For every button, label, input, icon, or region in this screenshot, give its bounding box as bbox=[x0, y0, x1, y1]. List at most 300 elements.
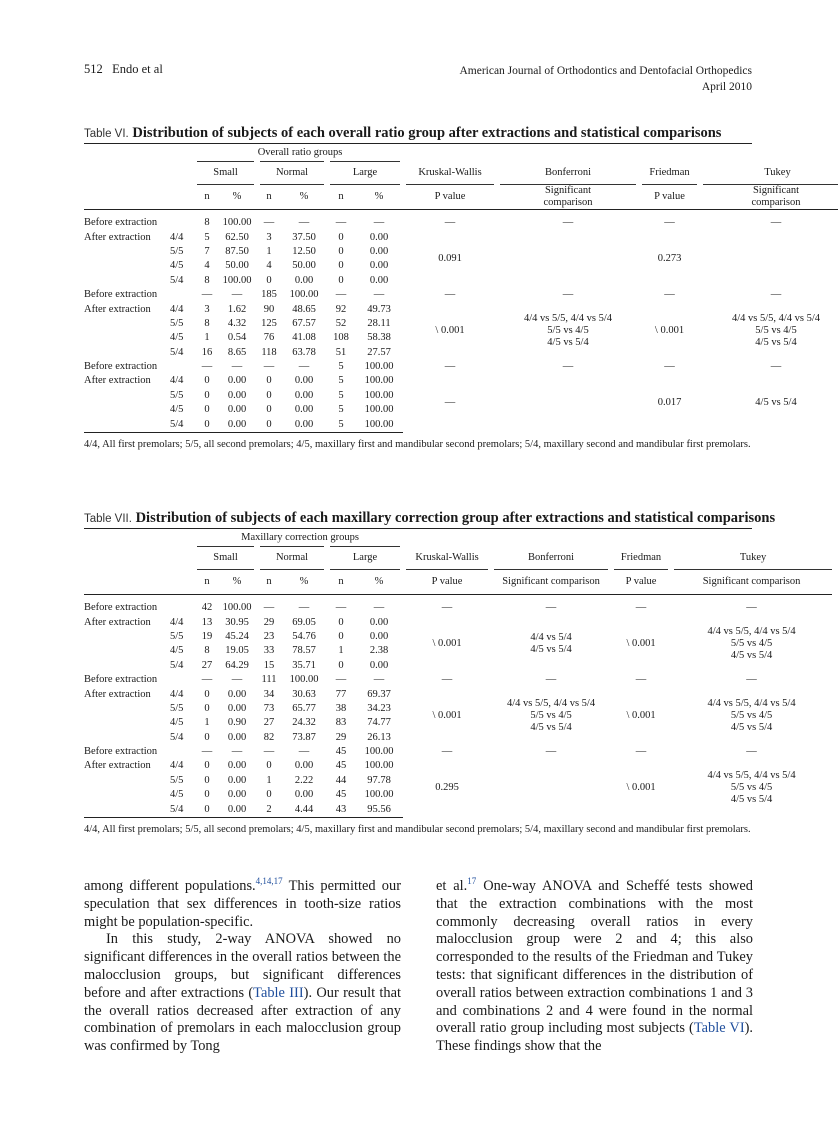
value-cell: 19 bbox=[201, 630, 213, 642]
column-header: n bbox=[197, 185, 217, 210]
value-cell: 73.87 bbox=[292, 731, 316, 743]
value-cell: 5 bbox=[338, 361, 344, 373]
group-header: Overall ratio groups bbox=[197, 144, 403, 162]
test-cell: — bbox=[770, 217, 782, 229]
value-cell: 0 bbox=[204, 389, 210, 401]
combination-code: 4/4 bbox=[170, 688, 184, 700]
comparison-line: 4/5 vs 5/4 bbox=[730, 650, 773, 662]
value-cell: — bbox=[263, 361, 275, 373]
value-cell: 50.00 bbox=[225, 260, 249, 272]
test-cell: — bbox=[664, 289, 675, 301]
text-run: ). Our result that the overall ratios decreased after extraction of any combination of premolars in each malocclusion group was confirmed by Tong bbox=[84, 984, 401, 1055]
header-row bbox=[84, 185, 838, 210]
table-vi-caption bbox=[84, 125, 752, 144]
combination-code: 5/4 bbox=[170, 802, 197, 817]
value-cell: 100.00 bbox=[364, 789, 394, 801]
column-header: Significant comparison bbox=[671, 570, 832, 595]
value-cell: 63.78 bbox=[292, 346, 316, 358]
value-cell: 3 bbox=[204, 303, 210, 315]
value-cell: 41.08 bbox=[292, 332, 316, 344]
column-header bbox=[497, 185, 639, 210]
combination-code: 5/4 bbox=[170, 346, 184, 358]
combination-code: 5/5 bbox=[170, 389, 184, 401]
value-cell: 1 bbox=[266, 774, 272, 786]
row-label: After extraction bbox=[84, 688, 151, 700]
value-cell: — bbox=[263, 746, 275, 758]
value-cell: 16 bbox=[201, 346, 213, 358]
table-iii-link[interactable]: Table III bbox=[253, 984, 304, 1001]
table-cell bbox=[84, 144, 197, 162]
value-cell: 0 bbox=[204, 760, 210, 772]
row-label: Before extraction bbox=[84, 674, 158, 686]
value-cell: 5 bbox=[338, 404, 344, 416]
value-cell: — bbox=[373, 289, 385, 301]
column-header: % bbox=[281, 570, 327, 595]
value-cell: 0 bbox=[266, 274, 272, 286]
value-cell: 1 bbox=[204, 717, 210, 729]
test-cell: — bbox=[664, 217, 675, 229]
value-cell: 44 bbox=[335, 774, 347, 786]
value-cell: — bbox=[335, 674, 347, 686]
test-name: Friedman bbox=[639, 162, 700, 185]
combination-code: 5/5 bbox=[170, 245, 184, 257]
value-cell: 5 bbox=[204, 231, 210, 243]
value-cell: 30.95 bbox=[225, 616, 249, 628]
test-cell: — bbox=[545, 602, 557, 614]
combination-code: 5/4 bbox=[170, 659, 184, 671]
value-cell: 13 bbox=[201, 616, 213, 628]
value-cell: — bbox=[298, 602, 310, 614]
comparison-line: 4/5 vs 5/4 bbox=[730, 722, 773, 734]
value-cell: 26.13 bbox=[367, 731, 391, 743]
comparison-line: 4/4 vs 5/5, 4/4 vs 5/4 bbox=[523, 313, 613, 325]
row-label bbox=[84, 245, 170, 259]
comparison-line: 4/4 vs 5/5, 4/4 vs 5/4 bbox=[507, 698, 596, 710]
value-cell: 100.00 bbox=[364, 361, 394, 373]
value-cell: 95.56 bbox=[355, 802, 403, 817]
value-cell: 0 bbox=[197, 802, 217, 817]
value-cell: 4 bbox=[266, 260, 272, 272]
comparison-line: 4/5 vs 5/4 bbox=[730, 794, 773, 806]
table-vii bbox=[84, 510, 801, 837]
value-cell: 125 bbox=[261, 317, 277, 329]
running-author: Endo et al bbox=[112, 62, 163, 76]
group-name: Large bbox=[327, 547, 403, 570]
table-cell bbox=[84, 162, 197, 185]
value-cell: 0 bbox=[257, 417, 281, 432]
header-row bbox=[84, 547, 832, 570]
tukey-comparison bbox=[700, 374, 838, 432]
value-cell: — bbox=[263, 602, 275, 614]
value-cell: 67.57 bbox=[292, 317, 316, 329]
table-vii-caption bbox=[84, 510, 776, 529]
value-cell: 0 bbox=[338, 616, 344, 628]
combination-code: 4/4 bbox=[170, 616, 184, 628]
combination-code: 4/5 bbox=[170, 645, 184, 657]
value-cell: 76 bbox=[263, 332, 275, 344]
paragraph bbox=[436, 878, 753, 1056]
value-cell: 4.44 bbox=[281, 802, 327, 817]
value-cell: 23 bbox=[263, 630, 275, 642]
test-name: Tukey bbox=[671, 547, 832, 570]
table-vi-footnote: 4/4, All first premolars; 5/5, all second premolars; 4/5, maxillary first and mandibular second premolars; 5/4, maxillary second and mandibular first premolars. bbox=[84, 438, 751, 450]
value-cell: 0.00 bbox=[227, 702, 247, 714]
paragraph bbox=[84, 931, 401, 1056]
value-cell: — bbox=[231, 674, 243, 686]
column-header-line: comparison bbox=[751, 197, 801, 208]
comparison-line: 4/4 vs 5/5, 4/4 vs 5/4 bbox=[731, 313, 821, 325]
value-cell: 30.63 bbox=[292, 688, 316, 700]
value-cell: 69.05 bbox=[292, 616, 316, 628]
value-cell: 0 bbox=[266, 375, 272, 387]
value-cell: 0.00 bbox=[369, 274, 389, 286]
test-name: Kruskal-Wallis bbox=[403, 547, 491, 570]
combination-code: 4/5 bbox=[170, 789, 184, 801]
value-cell: 0 bbox=[338, 231, 344, 243]
column-header: n bbox=[197, 570, 217, 595]
after-row bbox=[84, 759, 832, 773]
row-label bbox=[84, 630, 170, 644]
comparison-line: 4/4 vs 5/5, 4/4 vs 5/4 bbox=[707, 770, 796, 782]
value-cell: 2.38 bbox=[369, 645, 389, 657]
test-cell: — bbox=[545, 746, 557, 758]
comparison-line: 4/4 vs 5/5, 4/4 vs 5/4 bbox=[707, 698, 796, 710]
test-cell: — bbox=[770, 361, 782, 373]
row-label: Before extraction bbox=[84, 289, 158, 301]
before-row bbox=[84, 601, 832, 615]
test-cell: — bbox=[562, 289, 574, 301]
row-label bbox=[84, 788, 170, 802]
combination-code: 4/4 bbox=[170, 231, 184, 243]
value-cell: — bbox=[201, 674, 213, 686]
row-label bbox=[84, 274, 170, 288]
column-header: % bbox=[217, 570, 257, 595]
value-cell: 100.00 bbox=[222, 274, 252, 286]
value-cell: 38 bbox=[335, 702, 347, 714]
value-cell: 28.11 bbox=[367, 317, 391, 329]
value-cell: 0 bbox=[338, 260, 344, 272]
value-cell: — bbox=[335, 289, 347, 301]
column-header: P value bbox=[403, 570, 491, 595]
column-header: Significant comparison bbox=[491, 570, 611, 595]
value-cell: 1 bbox=[338, 645, 344, 657]
value-cell: 29 bbox=[335, 731, 347, 743]
value-cell: 0.00 bbox=[227, 760, 247, 772]
kruskal-wallis-p: \ 0.001 bbox=[432, 710, 462, 722]
value-cell: 45 bbox=[335, 746, 347, 758]
group-name: Large bbox=[327, 162, 403, 185]
comparison-line: 4/4 vs 5/5, 4/4 vs 5/4 bbox=[707, 626, 796, 638]
text-run: ). These findings show that the bbox=[436, 1020, 754, 1055]
test-cell: — bbox=[746, 602, 757, 614]
value-cell: — bbox=[335, 602, 347, 614]
row-label: Before extraction bbox=[84, 746, 158, 758]
table-vii-label: Table VII. bbox=[84, 513, 132, 525]
test-cell: — bbox=[562, 217, 574, 229]
table-vi-label: Table VI. bbox=[84, 128, 129, 140]
value-cell: 49.73 bbox=[367, 303, 391, 315]
row-label: After extraction bbox=[84, 616, 151, 628]
bonferroni-comparison bbox=[497, 374, 639, 432]
row-label: After extraction bbox=[84, 375, 151, 387]
value-cell: 35.71 bbox=[292, 659, 316, 671]
comparison-line: 4/5 vs 5/4 bbox=[530, 644, 572, 656]
value-cell: 0.00 bbox=[294, 404, 314, 416]
table-vi-grid bbox=[84, 144, 838, 433]
value-cell: 45.24 bbox=[225, 630, 249, 642]
value-cell: — bbox=[298, 217, 310, 229]
column-header: % bbox=[355, 185, 403, 210]
value-cell: 0.00 bbox=[369, 231, 389, 243]
after-row bbox=[84, 687, 832, 701]
text-run: In this study, 2-way ANOVA showed no significant differences in the overall ratios between the malocclusion groups, but significant differences before and after extractions ( bbox=[84, 931, 401, 1001]
row-label bbox=[84, 389, 170, 403]
value-cell: 45 bbox=[335, 789, 347, 801]
value-cell: 0.00 bbox=[217, 802, 257, 817]
value-cell: 0 bbox=[204, 375, 210, 387]
friedman-p: \ 0.001 bbox=[654, 325, 685, 337]
value-cell: 0.00 bbox=[281, 417, 327, 432]
value-cell: 51 bbox=[335, 346, 347, 358]
value-cell: 58.38 bbox=[367, 332, 391, 344]
test-cell: — bbox=[770, 289, 782, 301]
value-cell: 0 bbox=[266, 404, 272, 416]
row-label: Before extraction bbox=[84, 361, 158, 373]
text-run: One-way ANOVA and Scheffé tests showed that the extraction combinations with the most commonly decreasing overall ratios in every malocclusion group were 2 and 4; this also corresponded to the results of the Friedman and Tukey tests: that significant differences in the distribution of overall ratios between extraction combinations 1 and 3 and combinations 2 and 4 were found in the normal overall ratio group including most subjects ( bbox=[436, 878, 754, 1037]
column-header: % bbox=[355, 570, 403, 595]
comparison-line: 4/5 vs 5/4 bbox=[530, 722, 572, 734]
column-header-line: comparison bbox=[543, 197, 593, 208]
combination-code: 4/5 bbox=[170, 404, 184, 416]
after-row bbox=[84, 615, 832, 629]
bonferroni-comparison bbox=[497, 230, 639, 288]
value-cell: 69.37 bbox=[367, 688, 391, 700]
row-label bbox=[84, 774, 170, 788]
column-header: n bbox=[257, 185, 281, 210]
page-header-right bbox=[459, 63, 752, 95]
value-cell: 0 bbox=[204, 731, 210, 743]
value-cell: 0 bbox=[204, 789, 210, 801]
friedman-p: \ 0.001 bbox=[626, 782, 656, 794]
group-name: Normal bbox=[257, 547, 327, 570]
table-cell bbox=[403, 144, 838, 162]
citation[interactable]: 4,14,17 bbox=[255, 876, 283, 887]
value-cell: 8 bbox=[204, 274, 210, 286]
row-label: After extraction bbox=[84, 231, 151, 243]
value-cell: 0.00 bbox=[227, 789, 247, 801]
value-cell: 15 bbox=[263, 659, 275, 671]
bonferroni-comparison bbox=[497, 302, 639, 360]
friedman-p: 0.273 bbox=[657, 253, 682, 265]
value-cell: 0 bbox=[204, 774, 210, 786]
test-cell: — bbox=[444, 289, 456, 301]
table-vii-grid bbox=[84, 529, 832, 818]
combination-code: 4/4 bbox=[170, 375, 184, 387]
value-cell: 83 bbox=[335, 717, 347, 729]
combination-code: 5/4 bbox=[170, 417, 197, 432]
tukey-comparison bbox=[700, 302, 838, 360]
page-header-left bbox=[84, 62, 163, 77]
row-label bbox=[84, 346, 170, 360]
value-cell: 4 bbox=[204, 260, 210, 272]
combination-code: 5/5 bbox=[170, 702, 184, 714]
test-cell: — bbox=[441, 746, 453, 758]
bonferroni-comparison bbox=[491, 687, 611, 745]
value-cell: 0.00 bbox=[294, 789, 314, 801]
combination-code: 5/4 bbox=[170, 731, 184, 743]
value-cell: 24.32 bbox=[292, 717, 316, 729]
value-cell: 19.05 bbox=[225, 645, 249, 657]
comparison-line: 4/5 vs 5/4 bbox=[755, 337, 797, 349]
row-label bbox=[84, 802, 170, 817]
value-cell: 65.77 bbox=[292, 702, 316, 714]
value-cell: 0.00 bbox=[294, 389, 314, 401]
combination-code: 4/4 bbox=[170, 760, 184, 772]
test-cell: — bbox=[664, 361, 675, 373]
kruskal-wallis-p: 0.091 bbox=[438, 253, 462, 265]
value-cell: 54.76 bbox=[292, 630, 316, 642]
header-row bbox=[84, 144, 838, 162]
value-cell: 5 bbox=[338, 375, 344, 387]
value-cell: — bbox=[298, 746, 310, 758]
value-cell: 0.00 bbox=[227, 731, 247, 743]
value-cell: 111 bbox=[261, 674, 277, 686]
value-cell: 0.54 bbox=[227, 332, 247, 344]
before-row bbox=[84, 745, 832, 759]
value-cell: 3 bbox=[266, 231, 272, 243]
table-vi-link[interactable]: Table VI bbox=[693, 1020, 745, 1037]
value-cell: 0 bbox=[338, 630, 344, 642]
value-cell: 100.00 bbox=[289, 674, 319, 686]
value-cell: 0 bbox=[266, 760, 272, 772]
value-cell: 0.00 bbox=[369, 659, 389, 671]
test-cell: — bbox=[635, 674, 647, 686]
value-cell: 78.57 bbox=[292, 645, 316, 657]
test-cell: — bbox=[441, 602, 453, 614]
row-label: After extraction bbox=[84, 303, 151, 315]
table-cell bbox=[403, 529, 832, 547]
value-cell: 87.50 bbox=[225, 245, 249, 257]
value-cell: — bbox=[373, 602, 385, 614]
citation[interactable]: 17 bbox=[467, 876, 477, 887]
test-name: Bonferroni bbox=[497, 162, 639, 185]
tukey-comparison bbox=[671, 615, 832, 673]
value-cell: 74.77 bbox=[367, 717, 391, 729]
test-name: Kruskal-Wallis bbox=[403, 162, 497, 185]
column-header: P value bbox=[611, 570, 671, 595]
test-cell: — bbox=[635, 602, 647, 614]
value-cell: 34.23 bbox=[367, 702, 391, 714]
before-row bbox=[84, 288, 838, 302]
value-cell: 90 bbox=[263, 303, 275, 315]
value-cell: — bbox=[201, 746, 213, 758]
journal-name: American Journal of Orthodontics and Dentofacial Orthopedics bbox=[459, 65, 752, 77]
value-cell: 73 bbox=[263, 702, 275, 714]
kruskal-wallis-p: — bbox=[444, 397, 456, 409]
value-cell: 45 bbox=[335, 760, 347, 772]
column-header-line: Significant bbox=[544, 185, 592, 196]
value-cell: — bbox=[335, 217, 347, 229]
bonferroni-comparison bbox=[491, 615, 611, 673]
row-label bbox=[84, 403, 170, 417]
value-cell: 2 bbox=[257, 802, 281, 817]
value-cell: 100.00 bbox=[355, 417, 403, 432]
value-cell: 0 bbox=[266, 789, 272, 801]
value-cell: 1 bbox=[204, 332, 210, 344]
kruskal-wallis-p: \ 0.001 bbox=[432, 638, 462, 650]
tukey-comparison bbox=[671, 759, 832, 817]
value-cell: 0 bbox=[204, 404, 210, 416]
value-cell: 0.00 bbox=[369, 245, 389, 257]
group-header: Maxillary correction groups bbox=[197, 529, 403, 547]
body-column-left bbox=[84, 878, 401, 1056]
before-row bbox=[84, 673, 832, 687]
test-cell: — bbox=[441, 674, 453, 686]
value-cell: 33 bbox=[263, 645, 275, 657]
combination-code: 4/5 bbox=[170, 717, 184, 729]
value-cell: — bbox=[263, 217, 275, 229]
test-cell: — bbox=[746, 674, 757, 686]
row-label bbox=[84, 644, 170, 658]
value-cell: 1 bbox=[266, 245, 272, 257]
before-row bbox=[84, 216, 838, 230]
test-cell: — bbox=[444, 217, 456, 229]
value-cell: 50.00 bbox=[292, 260, 316, 272]
value-cell: 37.50 bbox=[292, 231, 316, 243]
table-vi-title: Distribution of subjects of each overall ratio group after extractions and statistical comparisons bbox=[132, 125, 722, 141]
row-label: Before extraction bbox=[84, 217, 158, 229]
value-cell: 100.00 bbox=[364, 404, 394, 416]
friedman-p: 0.017 bbox=[657, 397, 682, 409]
column-header: n bbox=[257, 570, 281, 595]
comparison-line: 4/5 vs 5/4 bbox=[755, 397, 797, 409]
value-cell: 62.50 bbox=[225, 231, 249, 243]
value-cell: 0.00 bbox=[227, 404, 247, 416]
value-cell: 8 bbox=[204, 317, 210, 329]
value-cell: 27 bbox=[263, 717, 275, 729]
value-cell: 0.00 bbox=[227, 774, 247, 786]
group-name: Small bbox=[197, 547, 257, 570]
tukey-comparison bbox=[700, 230, 838, 288]
row-label: After extraction bbox=[84, 760, 151, 772]
row-label bbox=[84, 331, 170, 345]
value-cell: 0 bbox=[204, 688, 210, 700]
value-cell: 27.57 bbox=[367, 346, 391, 358]
test-name: Friedman bbox=[611, 547, 671, 570]
value-cell: 5 bbox=[327, 417, 355, 432]
test-name: Tukey bbox=[700, 162, 838, 185]
text-run: et al. bbox=[436, 878, 468, 894]
value-cell: 42 bbox=[201, 602, 213, 614]
row-label bbox=[84, 259, 170, 273]
combination-code: 4/5 bbox=[170, 260, 184, 272]
text-run: This permitted our speculation that sex differences in tooth-size ratios might be population-specific. bbox=[84, 878, 401, 930]
comparison-line: 5/5 vs 4/5 bbox=[530, 710, 572, 722]
value-cell: 0.00 bbox=[369, 616, 389, 628]
journal-issue: April 2010 bbox=[701, 81, 752, 93]
row-label bbox=[84, 716, 170, 730]
value-cell: 0.00 bbox=[217, 417, 257, 432]
combination-code: 4/4 bbox=[170, 303, 184, 315]
value-cell: 100.00 bbox=[222, 217, 252, 229]
table-vii-title: Distribution of subjects of each maxillary correction group after extractions and statistical comparisons bbox=[135, 510, 776, 526]
comparison-line: 5/5 vs 4/5 bbox=[730, 782, 773, 794]
value-cell: 185 bbox=[261, 289, 277, 301]
bonferroni-comparison bbox=[491, 759, 611, 817]
column-header: % bbox=[217, 185, 257, 210]
group-name: Small bbox=[197, 162, 257, 185]
value-cell: — bbox=[373, 217, 385, 229]
